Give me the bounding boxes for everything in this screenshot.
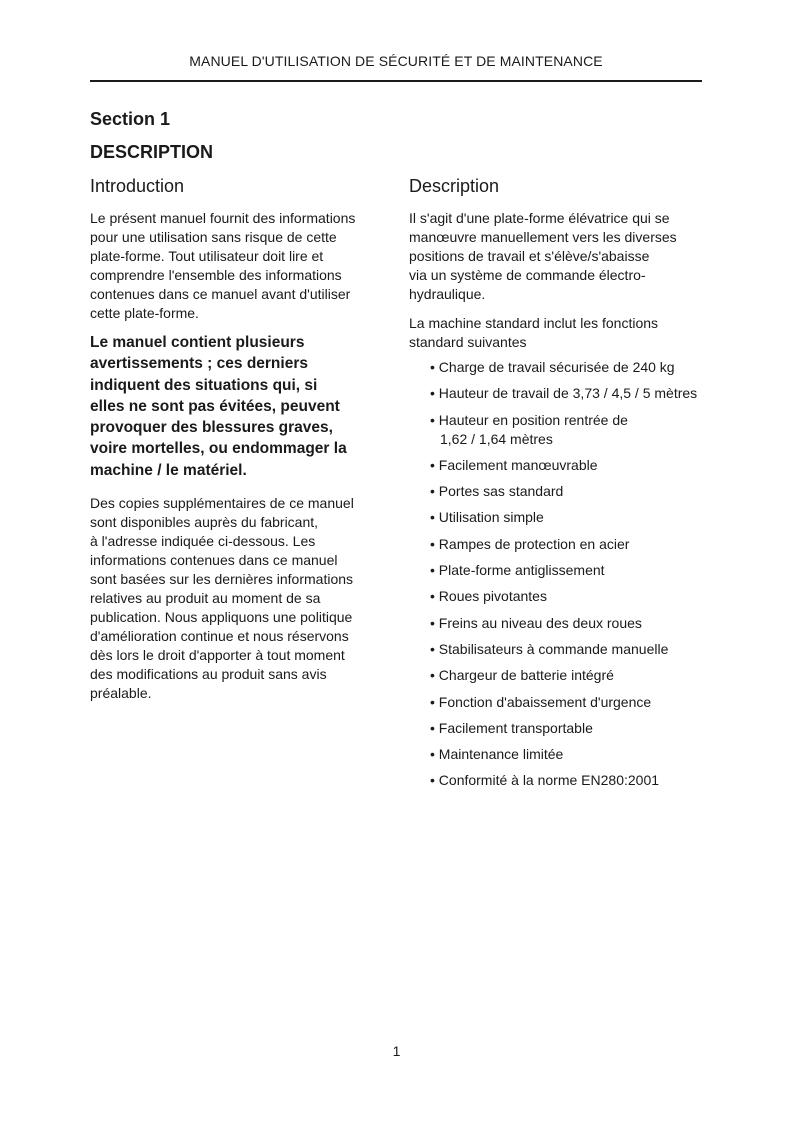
- running-header: MANUEL D'UTILISATION DE SÉCURITÉ ET DE MAINTENANCE: [189, 53, 603, 69]
- section-title: DESCRIPTION: [90, 142, 214, 162]
- warning-notice: Le manuel contient plusieurs avertissements ; ces derniers indiquent des situations qui, si elles ne sont pas évitées, peuvent provoquer des blessures graves, voire mortelles, ou endommager la machine / le matériel.: [90, 334, 347, 479]
- header-rule: [90, 80, 702, 82]
- introduction-paragraph-1: Le présent manuel fournit des informations pour une utilisation sans risque de cette plate-forme. Tout utilisateur doit lire et comprendre l'ensemble des informations contenues dans ce manuel avant d'utiliser cette plate-forme.: [90, 210, 356, 321]
- feature-item: • Maintenance limitée: [430, 746, 564, 763]
- description-paragraph-2: La machine standard inclut les fonctions standard suivantes: [409, 315, 659, 350]
- feature-item: • Portes sas standard: [430, 483, 564, 500]
- feature-item: • Charge de travail sécurisée de 240 kg: [430, 359, 675, 375]
- description-heading: Description: [409, 176, 500, 196]
- feature-item: • Conformité à la norme EN280:2001: [430, 772, 660, 789]
- feature-item: • Facilement transportable: [430, 719, 593, 736]
- feature-item: • Hauteur en position rentrée de 1,62 / 1,64 mètres: [430, 411, 628, 447]
- feature-list: [409, 358, 709, 790]
- section-number: Section 1: [90, 109, 171, 129]
- feature-item: • Utilisation simple: [430, 509, 544, 526]
- feature-item: • Roues pivotantes: [430, 588, 547, 605]
- feature-item: • Hauteur de travail de 3,73 / 4,5 / 5 mètres: [430, 385, 698, 402]
- feature-item: • Chargeur de batterie intégré: [430, 667, 614, 684]
- feature-item: • Stabilisateurs à commande manuelle: [430, 640, 669, 657]
- introduction-paragraph-2: Des copies supplémentaires de ce manuel sont disponibles auprès du fabricant, à l'adresse indiquée ci-dessous. Les informations contenues dans ce manuel sont basées sur les dernières informations relatives au produit au moment de sa publication. Nous appliquons une politique d'amélioration continue et nous réservons dès lors le droit d'apporter à tout moment des modifications au produit sans avis préalable.: [90, 495, 354, 702]
- description-paragraph-1: Il s'agit d'une plate-forme élévatrice qui se manœuvre manuellement vers les diverses positions de travail et s'élève/s'abaisse via un système de commande électro- hydraulique.: [409, 210, 677, 302]
- feature-item: • Plate-forme antiglissement: [430, 562, 605, 579]
- feature-item: • Rampes de protection en acier: [430, 535, 630, 552]
- introduction-column: [90, 176, 380, 703]
- description-column: [409, 176, 709, 798]
- feature-item: • Fonction d'abaissement d'urgence: [430, 693, 652, 710]
- feature-item: • Freins au niveau des deux roues: [430, 614, 642, 631]
- page-number: 1: [392, 1043, 401, 1059]
- introduction-heading: Introduction: [90, 176, 185, 196]
- feature-item: • Facilement manœuvrable: [430, 456, 598, 473]
